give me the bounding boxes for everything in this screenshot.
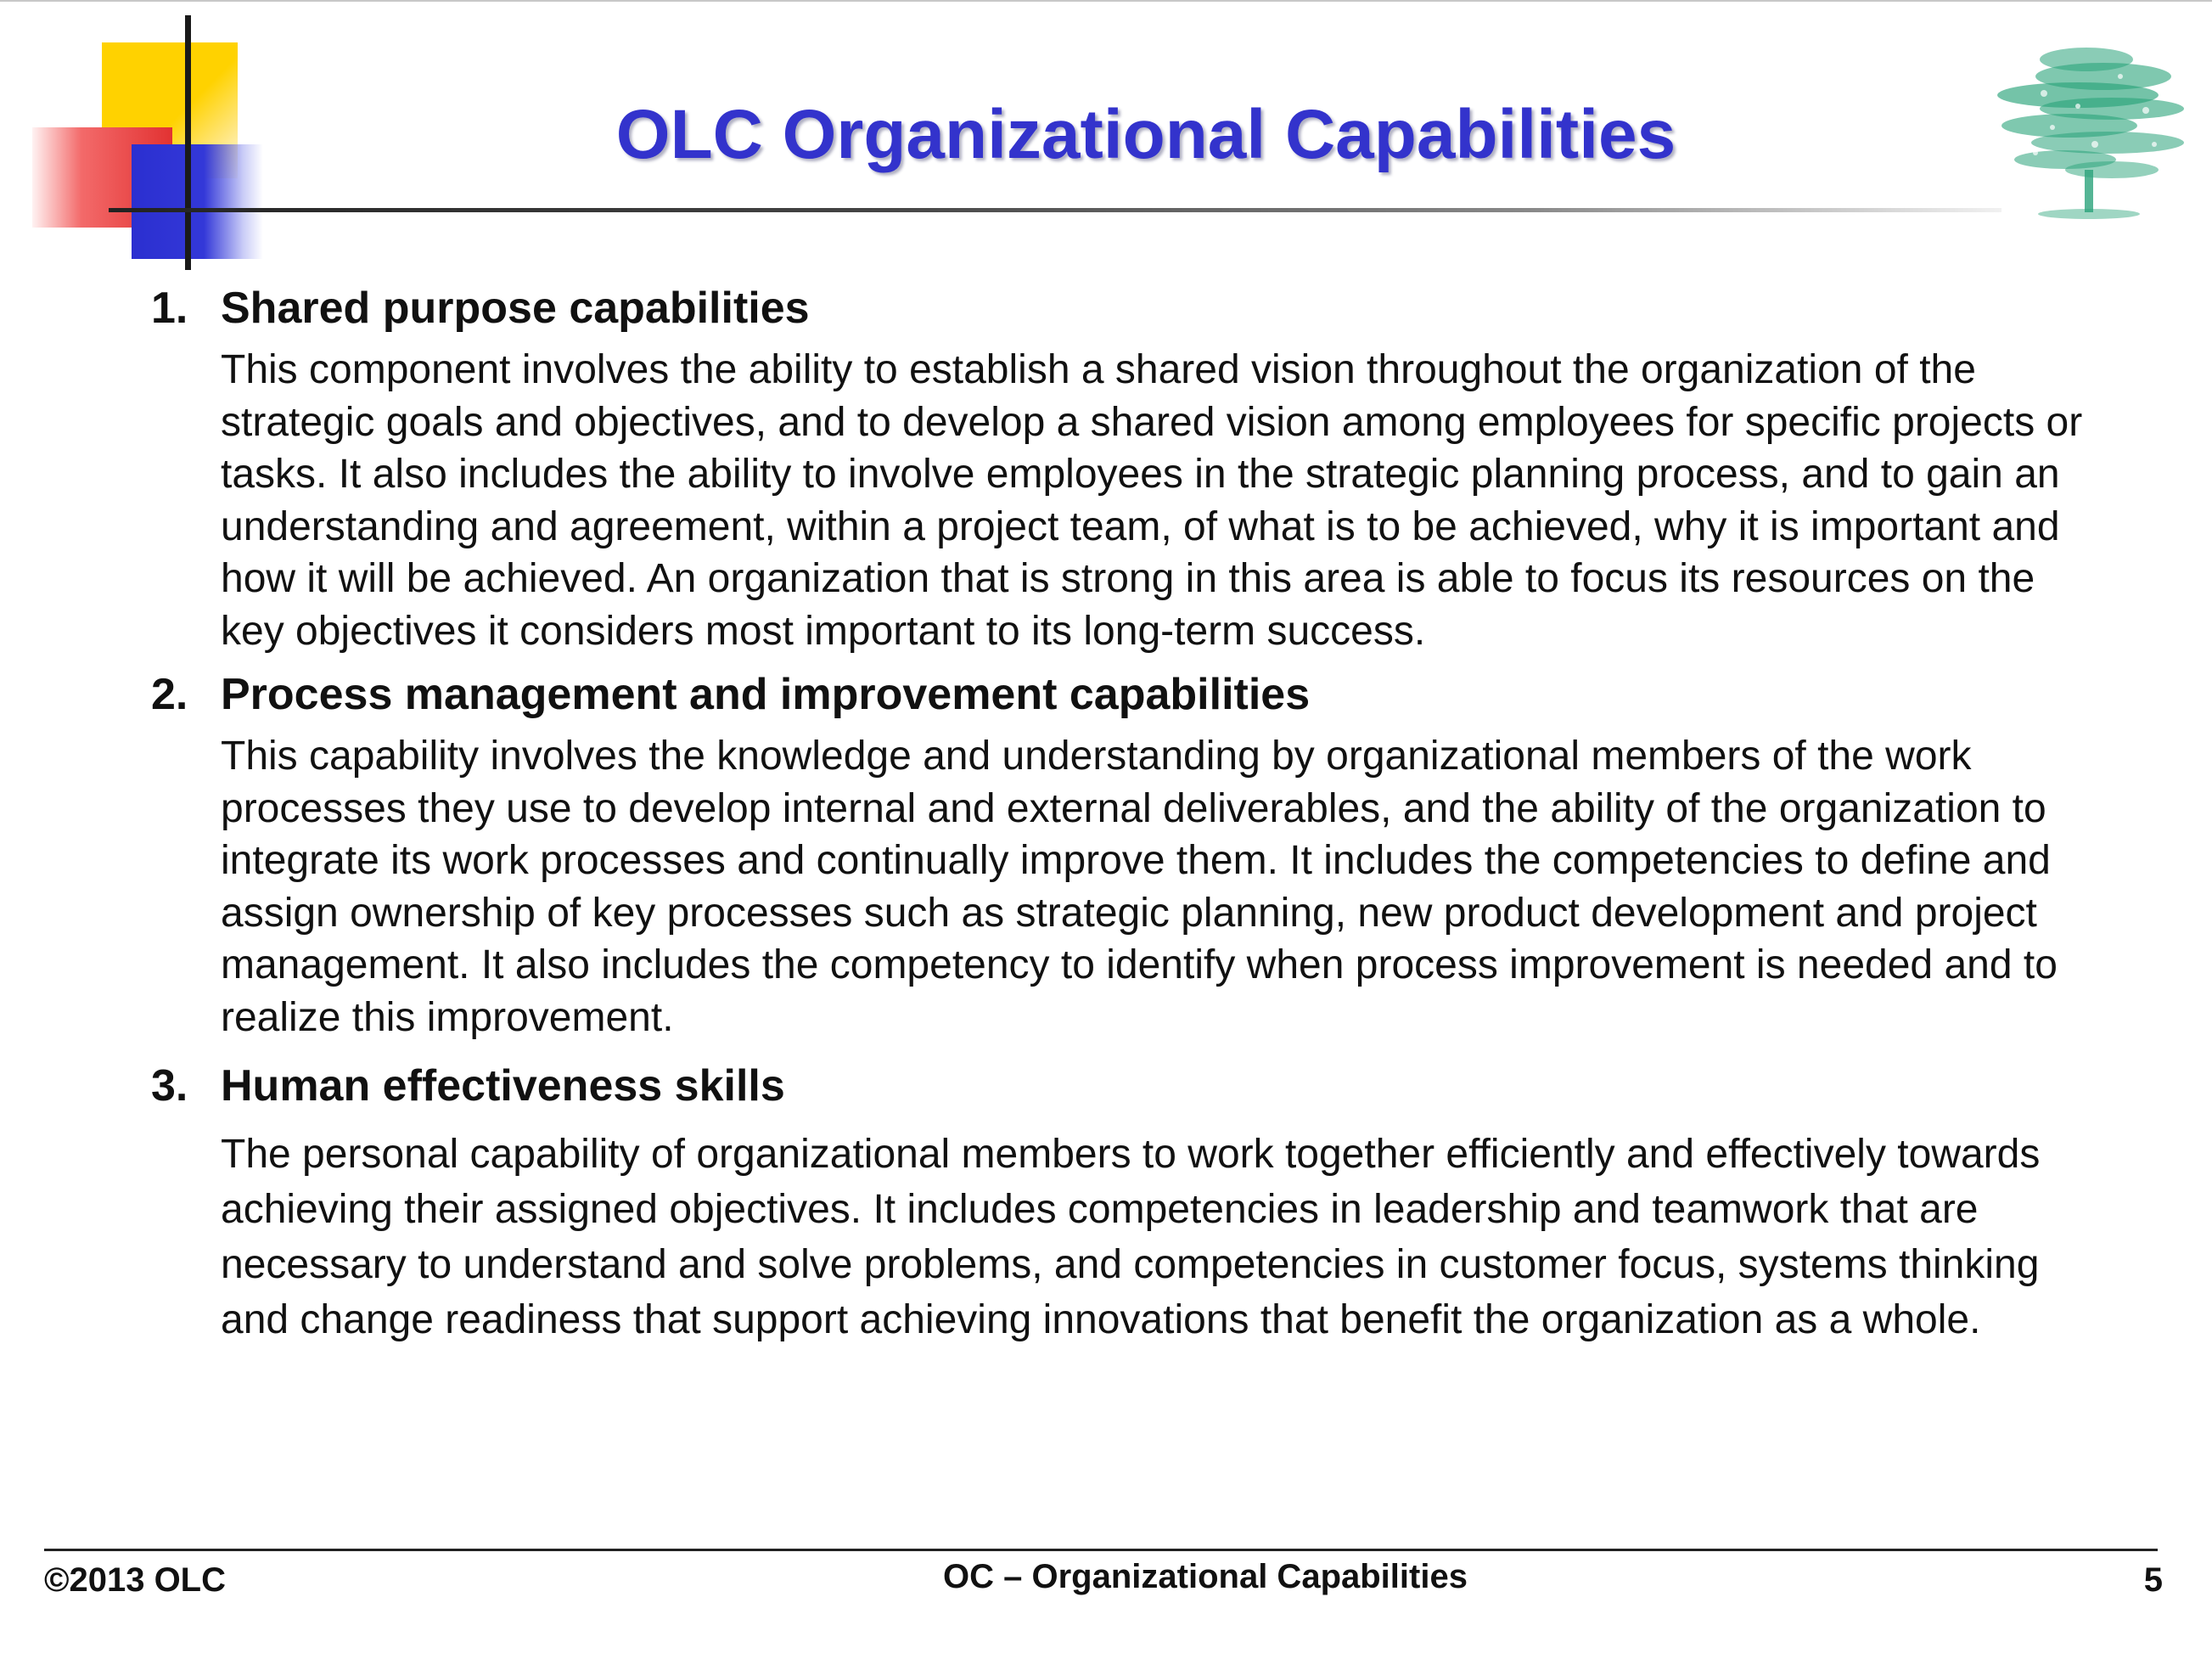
logo-blue-square: [132, 144, 263, 259]
footer-section-title: OC – Organizational Capabilities: [943, 1558, 1468, 1595]
item-heading: [144, 664, 2088, 725]
item-heading-text: Human effectiveness skills: [221, 1061, 785, 1111]
item-number: 3.: [151, 1061, 188, 1111]
item-heading-text: Process management and improvement capabilities: [221, 670, 1311, 719]
item-number: 2.: [151, 670, 188, 719]
tree-logo-icon: [1985, 25, 2197, 238]
slide-title: OLC Organizational Capabilities: [615, 96, 1676, 173]
list-item: [144, 664, 2088, 1043]
list-item: [144, 1055, 2088, 1347]
item-description: This component involves the ability to establish a shared vision throughout the organization of the strategic goals and objectives, and to develop a shared vision among employees for specific projects or tasks. It also includes the ability to involve employees in the strategic planning process, and to gain an understanding and agreement, within a project team, of what is to be achieved, why it is important and how it will be achieved. An organization that is strong in this area is able to focus its resources on the key objectives it considers most important to its long-term success.: [221, 347, 2083, 654]
item-heading: [144, 278, 2088, 339]
item-heading-text: Shared purpose capabilities: [221, 284, 810, 333]
item-heading: [144, 1055, 2088, 1116]
item-number: 1.: [151, 284, 188, 333]
footer-copyright: ©2013 OLC: [44, 1561, 227, 1599]
page-number: 5: [2143, 1561, 2163, 1599]
item-description: The personal capability of organizational members to work together efficiently and effectively towards achieving their assigned objectives. It includes competencies in leadership and teamwork that are necessary to understand and solve problems, and competencies in customer focus, systems thinking and change readiness that support achieving innovations that benefit the organization as a whole.: [221, 1132, 2041, 1342]
list-item: [144, 278, 2088, 657]
title-underline: [109, 208, 2001, 212]
item-description: This capability involves the knowledge and understanding by organizational members of the work processes they use to develop internal and external deliverables, and the ability of the organization to integrate its work processes and continually improve them. It includes the competencies to define and assign ownership of key processes such as strategic planning, new product development and project management. It also includes the competency to identify when process improvement is needed and to realize this improvement.: [221, 734, 2058, 1040]
footer-divider: [44, 1549, 2158, 1551]
capabilities-list: [144, 278, 2088, 1347]
logo-vertical-line: [185, 15, 191, 270]
